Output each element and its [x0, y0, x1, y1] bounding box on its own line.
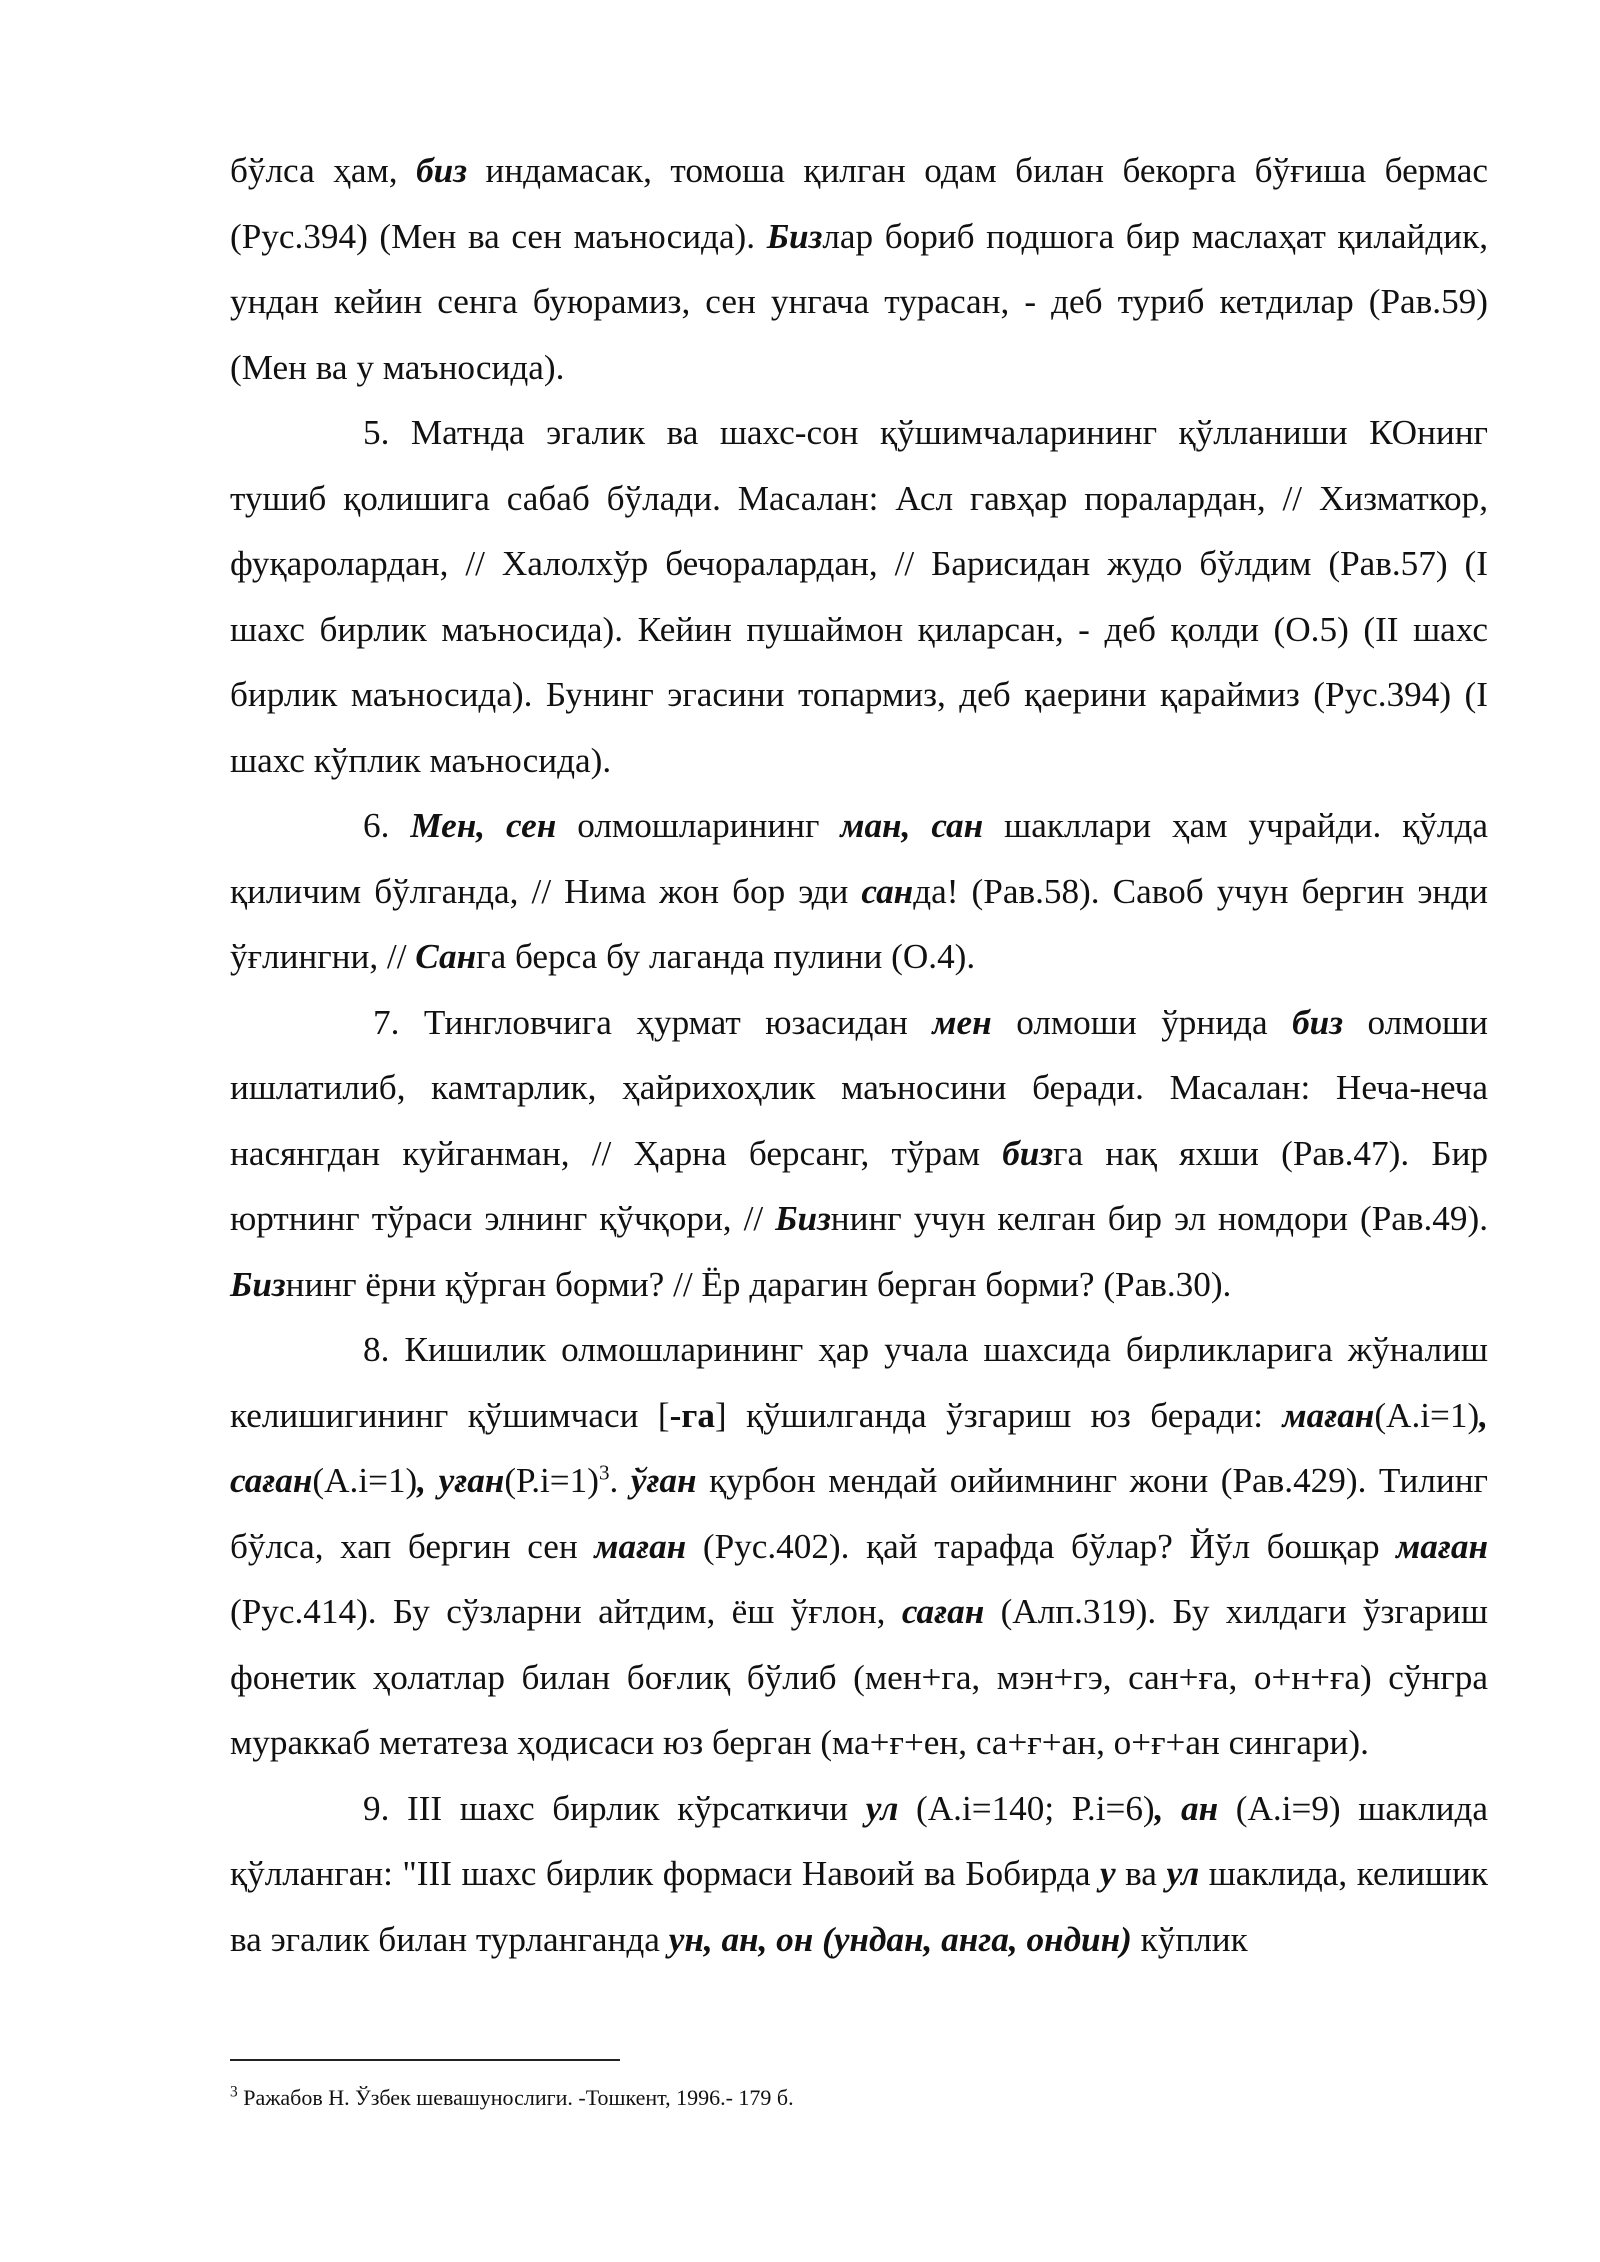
emphasized-term: маған [1282, 1395, 1375, 1435]
text-run: кўплик [1131, 1919, 1248, 1959]
paragraph-p-6 [230, 793, 1488, 990]
main-text [230, 138, 1488, 1972]
text-run: бўлса ҳам, [230, 151, 417, 190]
emphasized-term: ун, ан, он (ундан, анга, ондин) [668, 1919, 1132, 1959]
text-run: (Алп.319). Бу хилдаги ўзгариш фонетик ҳолатлар билан боғлиқ бўлиб (мен+га, мэн+гэ, сан+ға, о+н+ға) сўнгра мураккаб метатеза ҳодисаси юз берган (ма+ғ+ен, са+ғ+ан, о+ғ+ан сингари). [230, 1592, 1488, 1762]
text-run: 9. III шахс бирлик кўрсаткичи [363, 1788, 866, 1828]
text-run: га нақ яхши (Рав.47). Бир юртнинг тўраси элнинг қўчқори, // [230, 1133, 1488, 1238]
emphasized-term: мен [932, 1002, 992, 1042]
text-run: 7. Тингловчига ҳурмат юзасидан [373, 1002, 933, 1042]
emphasized-term: , ан [1154, 1788, 1219, 1828]
paragraph-p-7 [230, 990, 1488, 1318]
paragraph-p-9 [230, 1776, 1488, 1973]
paragraph-p-5 [230, 400, 1488, 793]
footnote-reference: 3 [598, 1460, 610, 1485]
bold-suffix: -га [669, 1395, 715, 1435]
paragraph-p-8 [230, 1317, 1488, 1776]
emphasized-term: , саған [230, 1395, 1488, 1500]
emphasized-term: Биз [775, 1199, 831, 1238]
emphasized-term: маған [1396, 1526, 1488, 1566]
emphasized-term: ул [1166, 1854, 1200, 1893]
text-run: га берса бу лаганда пулини (О.4). [476, 937, 976, 976]
text-run: (А.і=1) [1374, 1395, 1480, 1435]
emphasized-term: , уған [417, 1461, 505, 1500]
text-run: (А.і=1) [312, 1461, 418, 1500]
text-run: олмошларининг [556, 806, 841, 845]
text-run: . [609, 1461, 631, 1500]
text-run: нинг учун келган бир эл номдори (Рав.49). [830, 1199, 1489, 1238]
emphasized-term: ул [865, 1788, 899, 1828]
footnote [230, 2083, 1488, 2113]
emphasized-term: биз [1292, 1002, 1343, 1042]
text-run: қурбон мендай оийимнинг жони (Рав.429). Тилинг бўлса, хап бергин сен [230, 1461, 1488, 1566]
footnote-marker: 3 [230, 2083, 238, 2101]
text-run: (А.і=9) шаклида қўлланган: "III шахс бирлик формаси Навоий ва Бобирда [230, 1788, 1488, 1893]
emphasized-term: Мен, сен [410, 806, 557, 845]
text-run: олмоши ишлатилиб, камтарлик, ҳайрихоҳлик маъносини беради. Масалан: Неча-неча насянгдан куйганман, // Ҳарна берсанг, тўрам [230, 1002, 1488, 1173]
footnote-text: Ражабов Н. Ўзбек шевашунослиги. -Тошкент, 1996.- 179 б. [237, 2085, 794, 2110]
text-run: ] қўшилганда ўзгариш юз беради: [714, 1395, 1283, 1435]
text-run: (А.і=140; Р.і=6) [898, 1788, 1155, 1828]
paragraph-p-cont [230, 138, 1488, 400]
text-run: да! (Рав.58). Савоб учун бергин энди ўғлингни, // [230, 871, 1488, 976]
text-run: нинг ёрни қўрган борми? // Ёр дарагин берган борми? (Рав.30). [285, 1264, 1232, 1304]
emphasized-term: ман, сан [840, 806, 984, 845]
text-run: шаклида, келишик ва эгалик билан турланганда [230, 1854, 1488, 1959]
text-run: 6. [363, 806, 411, 845]
emphasized-term: Сан [415, 937, 477, 976]
footnote-separator [230, 2059, 620, 2061]
emphasized-term: у [1100, 1854, 1116, 1893]
text-run: (Рус.414). Бу сўзларни айтдим, ёш ўғлон, [230, 1592, 902, 1631]
text-run: (Р.і=1) [504, 1461, 599, 1500]
text-run: лар бориб подшога бир маслаҳат қилайдик, ундан кейин сенга буюрамиз, сен унгача турасан, - деб туриб кетдилар (Рав.59) (Мен ва у маъносида). [230, 216, 1488, 387]
emphasized-term: Биз [766, 216, 823, 256]
emphasized-term: ўған [630, 1461, 697, 1500]
text-run: ва [1115, 1854, 1167, 1893]
emphasized-term: биз [1002, 1133, 1054, 1173]
emphasized-term: биз [416, 151, 467, 190]
emphasized-term: саған [901, 1592, 985, 1631]
text-run: (Рус.402). қай тарафда бўлар? Йўл бошқар [686, 1526, 1397, 1566]
text-run: шакллари ҳам учрайди. қўлда қиличим бўлганда, // Нима жон бор эди [230, 806, 1488, 911]
text-run: индамасак, томоша қилган одам билан бекорга бўғиша бермас (Рус.394) (Мен ва сен маъносида). [230, 151, 1489, 256]
text-run: 8. Кишилик олмошларининг ҳар учала шахсида бирликларига жўналиш келишигининг қўшимчаси [ [230, 1330, 1488, 1435]
emphasized-term: маған [594, 1526, 687, 1566]
text-run: 5. Матнда эгалик ва шахс-сон қўшимчаларининг қўлланиши КОнинг тушиб қолишига сабаб бўлади. Масалан: Асл гавҳар поралардан, // Хизматкор, фуқаролардан, // Халолхўр бечоралардан, // Барисидан жудо бўлдим (Рав.57) (I шахс бирлик маъносида). Кейин пушаймон қиларсан, - деб қолди (О.5) (II шахс бирлик маъносида). Бунинг эгасини топармиз, деб қаерини қараймиз (Рус.394) (I шахс кўплик маъносида). [230, 413, 1488, 780]
text-run: олмоши ўрнида [991, 1002, 1293, 1042]
emphasized-term: сан [861, 871, 914, 911]
emphasized-term: Биз [230, 1264, 286, 1304]
